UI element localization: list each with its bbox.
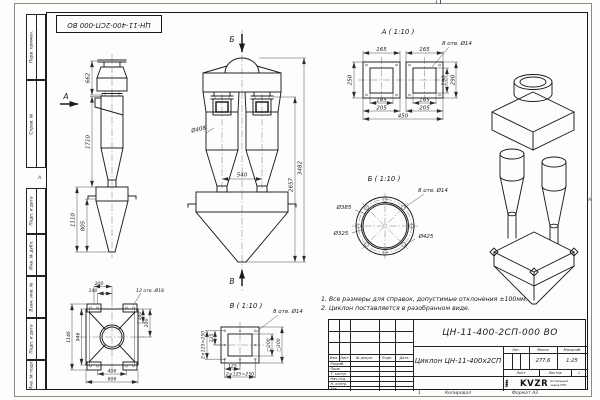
detail-v-holes-callout: 8 отв. Ø14 bbox=[273, 309, 303, 315]
zone-number-bottom: 1 bbox=[418, 391, 421, 396]
dim-250: 250 bbox=[347, 74, 354, 86]
view-detail-b bbox=[333, 175, 449, 259]
base-holes-callout: 12 отв. Ø18 bbox=[136, 289, 164, 294]
technical-notes bbox=[321, 295, 587, 313]
dim-200-right: 200 bbox=[145, 318, 150, 328]
col-list: Лист bbox=[340, 355, 349, 360]
scale-value: 1:25 bbox=[566, 358, 578, 364]
dim-125-bottom: 125 bbox=[228, 364, 237, 370]
dim-sq300: □300 bbox=[277, 338, 282, 352]
sheet-label: Лист bbox=[516, 370, 526, 375]
mass-value: 277,6 bbox=[535, 358, 551, 364]
dim-450: 450 bbox=[397, 113, 409, 120]
detail-v-title: В ( 1:10 ) bbox=[229, 302, 263, 310]
row-nkontr: Н. контр. bbox=[330, 381, 348, 386]
view-base-plan bbox=[66, 281, 164, 384]
dim-2x125-left: 2×125=250 bbox=[201, 330, 207, 360]
title-designation: ЦН-11-400-2СП-000 ВО bbox=[442, 328, 558, 338]
dim-d425: Ø425 bbox=[418, 234, 434, 240]
col-izm: Изм. bbox=[329, 355, 339, 360]
zone-letter-right: А bbox=[588, 198, 592, 203]
dim-d385: Ø385 bbox=[336, 205, 352, 211]
note-line-1: 1. Все размеры для справок, допустимые отклонения ±100мм. bbox=[321, 296, 528, 303]
col-doc: № докум. bbox=[355, 355, 374, 360]
detail-a-holes-callout: 8 отв. Ø14 bbox=[442, 41, 472, 47]
scale-label: Масштаб bbox=[563, 347, 581, 352]
dim-140-right: 140 bbox=[138, 311, 143, 321]
organization-name: Котельный завод РЗП bbox=[550, 378, 568, 387]
lit-label: Лит. bbox=[511, 347, 521, 352]
dim-sq200: □200 bbox=[267, 338, 272, 352]
title-block bbox=[328, 319, 586, 390]
copy-label: Копировал bbox=[445, 391, 472, 396]
dim-200-top: 200 bbox=[94, 281, 104, 287]
title-name: Циклон ЦН-11-400х2СП bbox=[414, 357, 502, 365]
view-detail-a bbox=[348, 28, 473, 120]
dim-165-left: 165 bbox=[376, 47, 387, 53]
row-nachotd: Нач.отд. bbox=[330, 376, 347, 381]
dim-1710: 1710 bbox=[85, 135, 92, 149]
dim-606: 606 bbox=[107, 377, 117, 383]
dim-540: 540 bbox=[236, 172, 248, 179]
dim-105-right: 105 bbox=[419, 97, 430, 104]
dim-946: 946 bbox=[76, 332, 82, 342]
margin-label: Инв. № дубл. bbox=[27, 235, 37, 275]
dim-d325: Ø325 bbox=[333, 231, 349, 237]
dim-290: 290 bbox=[450, 74, 457, 86]
view-arrow-v-label: В bbox=[229, 277, 235, 286]
dim-165-right: 165 bbox=[419, 47, 430, 53]
dim-3482: 3482 bbox=[297, 161, 304, 175]
note-line-2: 2. Циклон поставляется в разобранном виде. bbox=[321, 305, 470, 312]
dim-140-top: 140 bbox=[88, 289, 98, 294]
view-arrow-b-label: Б bbox=[229, 35, 235, 44]
view-arrow-a-label: А bbox=[63, 92, 69, 101]
row-tkontr: Т. контр. bbox=[330, 371, 347, 376]
row-razrab: Разраб. bbox=[330, 361, 345, 366]
dim-190: 190 bbox=[441, 75, 448, 86]
margin-label: Справ. № bbox=[27, 81, 37, 167]
col-podp: Подп. bbox=[381, 355, 393, 360]
dim-2x125-bottom: 2×125=250 bbox=[225, 372, 255, 378]
company-logo-cell bbox=[503, 376, 587, 391]
row-prov: Пров. bbox=[330, 366, 341, 371]
view-isometric bbox=[490, 75, 578, 305]
sheets-value: 1 bbox=[577, 370, 581, 375]
detail-b-title: Б ( 1:10 ) bbox=[367, 175, 401, 183]
logo-zigzag-icon bbox=[505, 379, 518, 388]
view-front-elevation bbox=[188, 30, 306, 292]
dim-105-left: 105 bbox=[376, 97, 387, 104]
dim-1110: 1110 bbox=[70, 213, 77, 227]
margin-label: Перв. примен. bbox=[27, 15, 37, 79]
col-data: Дата bbox=[399, 355, 409, 360]
dim-406: 406 bbox=[107, 369, 117, 375]
margin-label: Взам. инв. № bbox=[27, 277, 37, 317]
dim-805: 805 bbox=[80, 220, 87, 232]
row-utv: Утв. bbox=[330, 386, 338, 391]
zone-number-top: 1 bbox=[435, 0, 438, 5]
detail-b-holes-callout: 8 отв. Ø14 bbox=[418, 188, 448, 194]
view-detail-v bbox=[201, 302, 304, 378]
mass-label: Масса bbox=[537, 347, 549, 352]
dim-1146: 1146 bbox=[66, 331, 72, 343]
dim-205-right: 205 bbox=[419, 105, 430, 112]
margin-label: Подп. и дата bbox=[27, 189, 37, 233]
format-label: Формат А3 bbox=[512, 391, 539, 396]
logo-text: KVZR bbox=[520, 378, 549, 389]
dim-d408: Ø408 bbox=[190, 125, 207, 135]
dim-125-left: 125 bbox=[210, 333, 215, 343]
margin-label: Подп. и дата bbox=[27, 319, 37, 359]
rotated-designation-stamp: ЦН-11-400-2СП-000 ВО bbox=[56, 15, 162, 33]
view-side-elevation bbox=[60, 54, 136, 258]
dim-205-left: 205 bbox=[376, 105, 387, 112]
dim-2657: 2657 bbox=[288, 178, 295, 192]
dim-662: 662 bbox=[85, 72, 92, 84]
detail-a-title: А ( 1:10 ) bbox=[381, 28, 415, 36]
sheets-label: Листов bbox=[548, 370, 562, 375]
zone-letter-left: А bbox=[38, 176, 42, 181]
margin-label: Инв. № подл. bbox=[27, 361, 37, 389]
